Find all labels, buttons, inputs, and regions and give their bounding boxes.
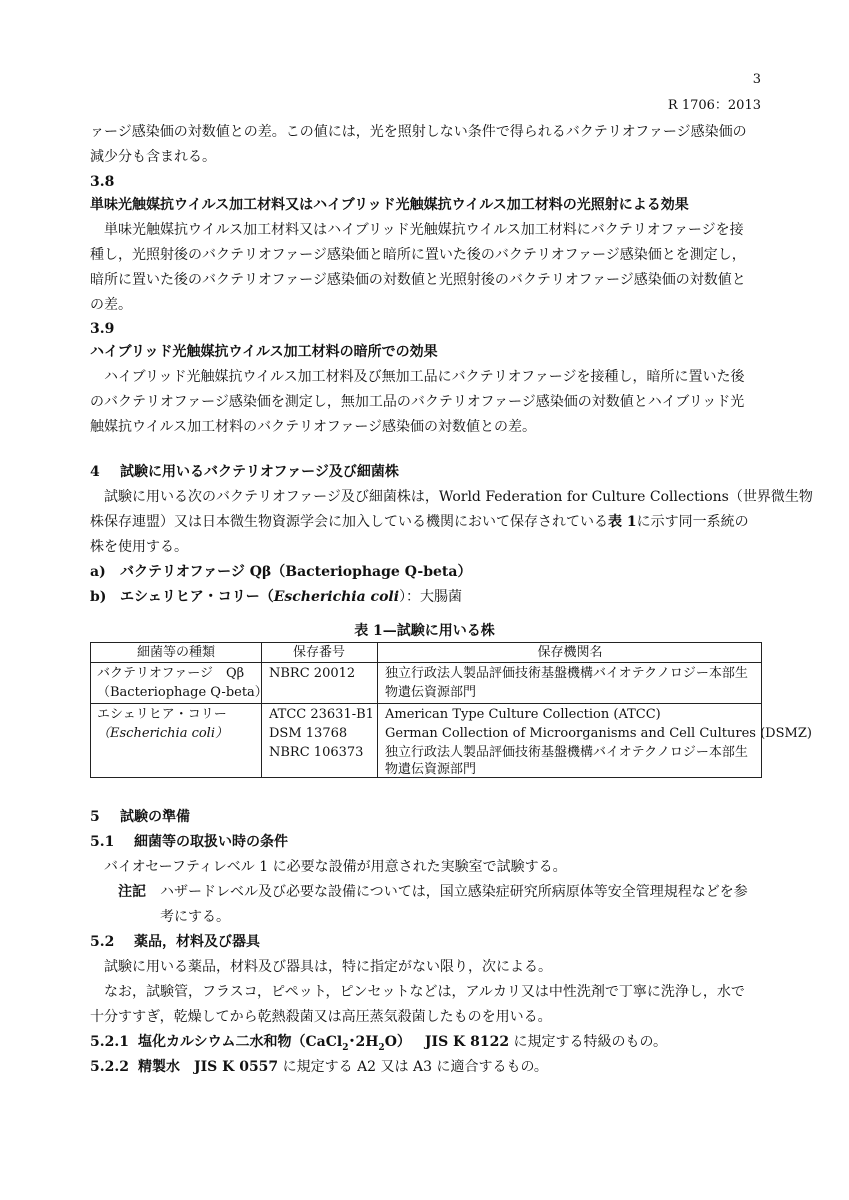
intro-line: 減少分も含まれる。: [90, 149, 216, 165]
list-item-text: ）：大腸菌: [399, 589, 463, 605]
strain-table: [90, 642, 812, 778]
paragraph-line: ハイブリッド光触媒抗ウイルス加工材料及び無加工品にバクテリオファージを接種し，暗所に置いた後: [104, 369, 745, 385]
table-cell: DSM 13768: [269, 726, 348, 741]
section-number: 5.1: [90, 834, 115, 850]
list-item-text: バクテリオファージ Qβ（Bacteriophage Q-beta）: [120, 564, 472, 580]
subsection-item: [90, 1055, 548, 1080]
section-title: 試験に用いるバクテリオファージ及び細菌株: [120, 464, 399, 480]
table-header: 保存番号: [292, 645, 345, 660]
section-number: 5: [90, 809, 100, 825]
subscript: 2: [378, 1042, 385, 1053]
section-title: ･2H: [348, 1034, 379, 1050]
section-title: 単味光触媒抗ウイルス加工材料又はハイブリッド光触媒抗ウイルス加工材料の光照射による効果: [90, 197, 689, 213]
section-heading: [90, 460, 399, 485]
list-item-label: a): [90, 564, 106, 580]
table-cell: NBRC 20012: [269, 666, 356, 681]
table-divider: [91, 662, 761, 663]
paragraph-line: 株を使用する。: [90, 539, 188, 555]
subsection-heading: [90, 830, 288, 855]
subscript: 2: [342, 1042, 349, 1053]
section-title: 塩化カルシウム二水和物（CaCl: [138, 1034, 343, 1050]
table-header: 保存機関名: [537, 645, 603, 660]
paragraph-line: 触媒抗ウイルス加工材料のバクテリオファージ感染価の対数値との差。: [90, 419, 537, 435]
section-title: 薬品，材料及び器具: [134, 934, 260, 950]
list-item-italic: Escherichia coli: [273, 589, 400, 605]
paragraph-line: 試験に用いる薬品，材料及び器具は，特に指定がない限り，次による。: [104, 959, 552, 975]
paragraph-text: に規定する特級のもの。: [513, 1034, 667, 1050]
paragraph-line: のバクテリオファージ感染価を測定し，無加工品のバクテリオファージ感染価の対数値とハイブリッド光: [90, 394, 745, 410]
table-cell: 独立行政法人製品評価技術基盤機構バイオテクノロジー本部生: [385, 666, 748, 681]
table-cell: NBRC 106373: [269, 745, 364, 760]
subsection-heading: [90, 930, 260, 955]
note: [118, 880, 748, 905]
note-text: ハザードレベル及び必要な設備については，国立感染症研究所病原体等安全管理規程などを参: [160, 884, 748, 900]
table-cell: バクテリオファージ Qβ: [97, 666, 245, 681]
table-reference: 表 1: [608, 514, 637, 530]
intro-line: ァージ感染価の対数値との差。この値には，光を照射しない条件で得られるバクテリオファージ感染価の: [90, 124, 747, 140]
section-number: 3.9: [90, 321, 115, 337]
table-divider: [91, 703, 761, 704]
note-text: 考にする。: [160, 909, 230, 925]
note-label: 注記: [118, 884, 146, 900]
table-cell: German Collection of Microorganisms and Cell Cultures (DSMZ): [385, 726, 812, 741]
paragraph-line: の差。: [90, 297, 132, 313]
table-cell: （Bacteriophage Q-beta）: [97, 685, 268, 700]
paragraph-text: に規定する A2 又は A3 に適合するもの。: [282, 1059, 548, 1075]
table-cell: エシェリヒア・コリー: [97, 707, 227, 722]
section-number: 5.2.2: [90, 1059, 129, 1075]
paragraph-text: 株保存連盟）又は日本微生物資源学会に加入している機関において保存されている: [90, 514, 608, 530]
paragraph-line: 種し，光照射後のバクテリオファージ感染価と暗所に置いた後のバクテリオファージ感染価とを測定し，: [90, 247, 746, 263]
section-title: ハイブリッド光触媒抗ウイルス加工材料の暗所での効果: [90, 344, 438, 360]
page-number: 3: [752, 72, 761, 87]
section-title: O）: [384, 1034, 411, 1050]
table-header: 細菌等の種類: [136, 645, 215, 660]
paragraph-line: 試験に用いる次のバクテリオファージ及び細菌株は，World Federation for Culture Collections（世界微生物: [104, 489, 813, 505]
table-cell: 物遺伝資源部門: [385, 762, 477, 777]
paragraph-line: 単味光触媒抗ウイルス加工材料又はハイブリッド光触媒抗ウイルス加工材料にバクテリオファージを接: [104, 222, 744, 238]
paragraph-line: なお，試験管，フラスコ，ピペット，ピンセットなどは，アルカリ又は中性洗剤で丁寧に洗浄し，水で: [104, 984, 745, 1000]
table-caption: 表 1—試験に用いる株: [354, 623, 495, 639]
section-title: 精製水: [138, 1059, 180, 1075]
paragraph-line: 十分すすぎ，乾燥してから乾熱殺菌又は高圧蒸気殺菌したものを用いる。: [90, 1009, 552, 1025]
paragraph-line: [90, 510, 749, 535]
paragraph-text: に示す同一系統の: [636, 514, 749, 530]
list-item-text: エシェリヒア・コリー（: [120, 589, 274, 605]
paragraph-line: 暗所に置いた後のバクテリオファージ感染価の対数値と光照射後のバクテリオファージ感染価の対数値と: [90, 272, 746, 288]
section-heading: [90, 805, 190, 830]
list-item: [90, 560, 471, 585]
table-cell: American Type Culture Collection (ATCC): [385, 707, 661, 722]
list-item-label: b): [90, 589, 107, 605]
table-divider: [261, 643, 262, 777]
document-code: R 1706：2013: [667, 98, 761, 113]
list-item: [90, 585, 462, 610]
section-number: 4: [90, 464, 100, 480]
paragraph-line: バイオセーフティレベル 1 に必要な設備が用意された実験室で試験する。: [104, 859, 567, 875]
table-cell: （Escherichia coli）: [97, 726, 228, 741]
section-title: 試験の準備: [120, 809, 190, 825]
section-number: 3.8: [90, 174, 115, 190]
section-number: 5.2: [90, 934, 115, 950]
standard-reference: JIS K 8122: [424, 1034, 510, 1050]
table-divider: [377, 643, 378, 777]
table-cell: ATCC 23631-B1: [269, 707, 374, 722]
table-cell: 独立行政法人製品評価技術基盤機構バイオテクノロジー本部生: [385, 745, 748, 760]
standard-reference: JIS K 0557: [194, 1059, 279, 1075]
table-cell: 物遺伝資源部門: [385, 685, 477, 700]
section-title: 細菌等の取扱い時の条件: [134, 834, 288, 850]
section-number: 5.2.1: [90, 1034, 129, 1050]
